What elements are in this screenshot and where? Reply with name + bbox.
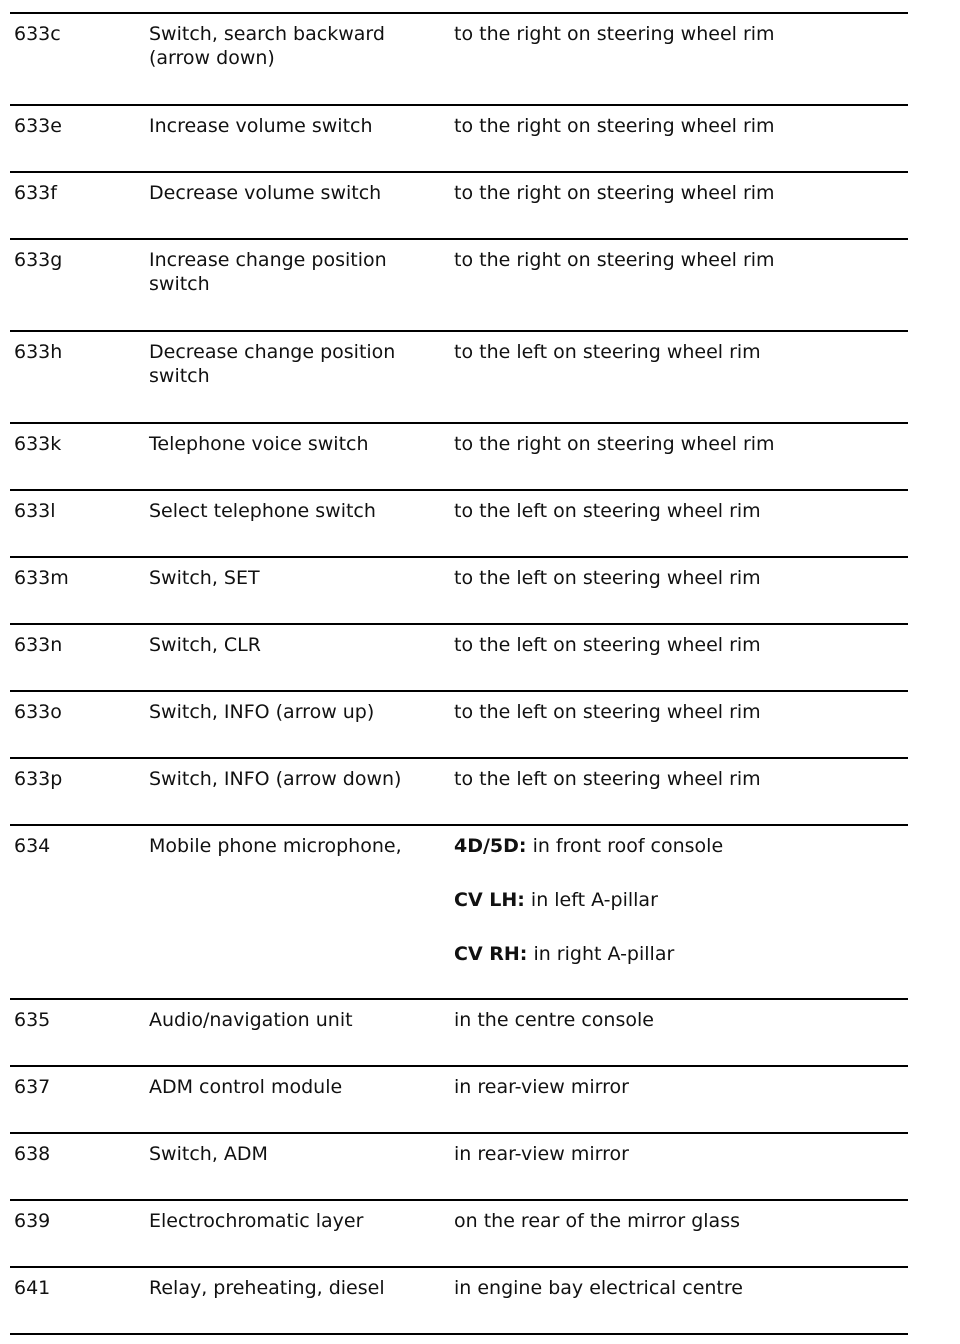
table-row	[10, 422, 908, 489]
table-row	[10, 556, 908, 623]
location-line	[454, 1209, 740, 1233]
location-text: on the rear of the mirror glass	[454, 1210, 740, 1232]
component-description: Relay, preheating, diesel	[149, 1277, 385, 1299]
location-text: to the right on steering wheel rim	[454, 249, 775, 271]
component-code: 633h	[14, 341, 63, 363]
component-table	[10, 12, 908, 1335]
location-text: to the left on steering wheel rim	[454, 634, 761, 656]
table-row	[10, 998, 908, 1065]
component-location	[454, 499, 761, 523]
component-location	[454, 1276, 743, 1300]
location-variant-label: 4D/5D:	[454, 835, 527, 857]
location-line	[454, 1008, 654, 1032]
component-location	[454, 22, 775, 46]
component-description: Switch, ADM	[149, 1143, 268, 1165]
component-description: Switch, INFO (arrow down)	[149, 768, 402, 790]
location-variant-label: CV RH:	[454, 943, 528, 965]
table-row	[10, 330, 908, 422]
component-description: Decrease volume switch	[149, 182, 382, 204]
location-line	[454, 633, 761, 657]
location-text: in right A-pillar	[527, 943, 675, 965]
component-code: 633l	[14, 500, 56, 522]
location-variant-label: CV LH:	[454, 889, 525, 911]
location-text: in left A-pillar	[524, 889, 658, 911]
component-description: Electrochromatic layer	[149, 1210, 364, 1232]
component-location	[454, 114, 775, 138]
location-text: in rear-view mirror	[454, 1143, 629, 1165]
component-description: Select telephone switch	[149, 500, 376, 522]
component-description: Switch, search backward (arrow down)	[149, 23, 385, 69]
location-line	[454, 22, 775, 46]
component-code: 635	[14, 1009, 51, 1031]
location-text: in front roof console	[526, 835, 724, 857]
location-line	[454, 340, 761, 364]
location-line	[454, 248, 775, 272]
component-location	[454, 1142, 629, 1166]
component-code: 634	[14, 835, 51, 857]
location-line	[454, 181, 775, 205]
table-row	[10, 1065, 908, 1132]
component-description: Switch, INFO (arrow up)	[149, 701, 375, 723]
location-text: to the right on steering wheel rim	[454, 115, 775, 137]
table-row	[10, 171, 908, 238]
component-location	[454, 1008, 654, 1032]
component-description: Switch, CLR	[149, 634, 261, 656]
table-row	[10, 1199, 908, 1266]
location-text: to the right on steering wheel rim	[454, 23, 775, 45]
location-line	[454, 499, 761, 523]
location-text: to the left on steering wheel rim	[454, 701, 761, 723]
location-text: in rear-view mirror	[454, 1076, 629, 1098]
component-location	[454, 1209, 740, 1233]
location-line	[454, 432, 775, 456]
location-line	[454, 700, 761, 724]
location-line	[454, 942, 723, 966]
component-description: Increase change position switch	[149, 249, 387, 295]
location-text: to the right on steering wheel rim	[454, 182, 775, 204]
component-code: 641	[14, 1277, 51, 1299]
component-location	[454, 248, 775, 272]
component-code: 633m	[14, 567, 69, 589]
component-description: Increase volume switch	[149, 115, 373, 137]
component-description: Mobile phone microphone,	[149, 835, 402, 857]
component-code: 633g	[14, 249, 63, 271]
component-location	[454, 1075, 629, 1099]
component-code: 639	[14, 1210, 51, 1232]
component-code: 633o	[14, 701, 62, 723]
component-description: Decrease change position switch	[149, 341, 396, 387]
location-line	[454, 1276, 743, 1300]
component-code: 633f	[14, 182, 57, 204]
component-location	[454, 566, 761, 590]
location-line	[454, 566, 761, 590]
location-text: in engine bay electrical centre	[454, 1277, 743, 1299]
table-row	[10, 12, 908, 104]
component-description: Audio/navigation unit	[149, 1009, 353, 1031]
location-line	[454, 767, 761, 791]
location-line	[454, 1075, 629, 1099]
location-text: in the centre console	[454, 1009, 654, 1031]
location-line	[454, 1142, 629, 1166]
component-code: 633k	[14, 433, 62, 455]
location-line	[454, 114, 775, 138]
location-text: to the left on steering wheel rim	[454, 768, 761, 790]
table-row	[10, 489, 908, 556]
table-row	[10, 623, 908, 690]
table-row	[10, 690, 908, 757]
component-description: Telephone voice switch	[149, 433, 369, 455]
location-text: to the left on steering wheel rim	[454, 500, 761, 522]
table-row	[10, 1266, 908, 1333]
component-location	[454, 633, 761, 657]
location-line	[454, 888, 723, 912]
table-row	[10, 1132, 908, 1199]
component-location	[454, 834, 723, 966]
component-code: 637	[14, 1076, 51, 1098]
component-code: 638	[14, 1143, 51, 1165]
table-row	[10, 238, 908, 330]
component-location	[454, 767, 761, 791]
location-line	[454, 834, 723, 858]
component-description: Switch, SET	[149, 567, 260, 589]
table-row	[10, 757, 908, 824]
table-row	[10, 824, 908, 998]
location-text: to the left on steering wheel rim	[454, 341, 761, 363]
component-code: 633n	[14, 634, 63, 656]
component-location	[454, 700, 761, 724]
location-text: to the right on steering wheel rim	[454, 433, 775, 455]
component-code: 633c	[14, 23, 61, 45]
component-description: ADM control module	[149, 1076, 343, 1098]
table-row	[10, 104, 908, 171]
location-text: to the left on steering wheel rim	[454, 567, 761, 589]
component-location	[454, 340, 761, 364]
component-location	[454, 432, 775, 456]
component-code: 633p	[14, 768, 63, 790]
component-code: 633e	[14, 115, 62, 137]
component-location	[454, 181, 775, 205]
